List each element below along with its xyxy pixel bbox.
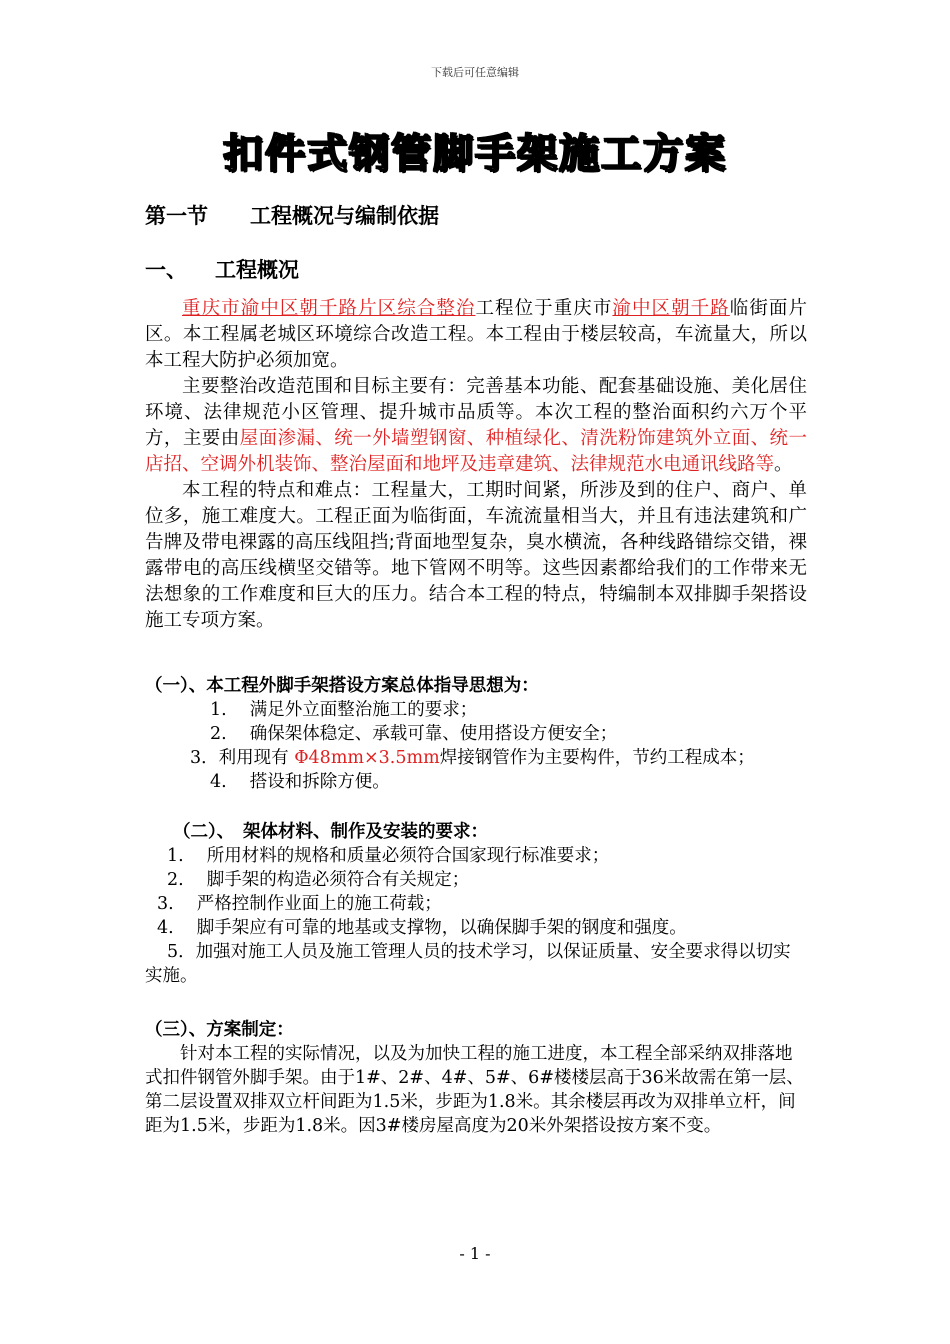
section-heading [145, 200, 439, 230]
part-2 [145, 820, 807, 988]
subsection-title: 工程概况 [215, 258, 299, 282]
item-3-text-b: 焊接钢管作为主要构件，节约工程成本； [439, 748, 755, 768]
part-2-item: 4. 脚手架应有可靠的地基或支撑物，以确保脚手架的钢度和强度。 [157, 918, 687, 938]
part-3-text: 针对本工程的实际情况，以及为加快工程的施工进度，本工程全部采纳双排落地式扣件钢管外脚手架。由于1#、2#、4#、5#、6#楼楼层高于36米故需在第一层、第二层设置双排双立杆间距为1.5米，步距为1.8米。其余楼层再改为双排单立杆，间距为1.5米，步距为1.8米。因3#楼房屋高度为20米外架搭设按方案不变。 [145, 1044, 804, 1136]
paragraph-1-text-b: 临街面片区。本工程属老城区环境综合改造工程。本工程由于楼层较高，车流量大，所以本工程大防护必须加宽。 [145, 298, 807, 371]
paragraph-2-text-b: 。 [774, 454, 793, 475]
part-2-item: 2. 脚手架的构造必须符合有关规定； [167, 870, 470, 890]
location-link[interactable]: 渝中区朝千路 [612, 298, 730, 319]
part-3 [145, 1018, 807, 1138]
part-1-heading: （一）、本工程外脚手架搭设方案总体指导思想为： [145, 676, 539, 696]
section-label: 第一节 [145, 204, 208, 228]
paragraph-1 [145, 296, 807, 374]
paragraph-2-highlight: 屋面渗漏、统一外墙塑钢窗、种植绿化、清洗粉饰建筑外立面、统一店招、空调外机装饰、整治屋面和地坪及违章建筑、法律规范水电通讯线路等 [145, 428, 807, 475]
project-name-link[interactable]: 重庆市渝中区朝千路片区综合整治 [182, 298, 476, 319]
section-title: 工程概况与编制依据 [250, 204, 439, 228]
document-title: 扣件式钢管脚手架施工方案 [223, 131, 727, 177]
part-1 [145, 674, 807, 794]
part-1-item: 4. 搭设和拆除方便。 [210, 772, 390, 792]
page-header: 下载后可任意编辑 [431, 66, 519, 79]
part-2-item: 5．加强对施工人员及施工管理人员的技术学习，以保证质量、安全要求得以切实实施。 [145, 942, 791, 986]
pipe-spec: Φ48mm×3.5mm [294, 748, 440, 768]
subsection-label: 一、 [145, 258, 187, 282]
paragraph-2 [145, 374, 807, 478]
subsection-heading [145, 254, 299, 284]
part-3-heading: （三）、方案制定： [145, 1020, 294, 1040]
part-1-item: 1. 满足外立面整治施工的要求； [210, 700, 478, 720]
part-2-item: 1. 所用材料的规格和质量必须符合国家现行标准要求； [167, 846, 610, 866]
paragraph-2-text-a: 主要整治改造范围和目标主要有：完善基本功能、配套基础设施、美化居住环境、法律规范小区管理、提升城市品质等。本次工程的整治面积约六万个平方，主要由 [145, 376, 807, 449]
paragraph-1-text-a: 工程位于重庆市 [475, 298, 613, 319]
part-1-item-3 [145, 746, 807, 770]
part-2-item: 3. 严格控制作业面上的施工荷载； [157, 894, 442, 914]
part-2-heading: （二）、 架体材料、制作及安装的要求： [173, 822, 488, 842]
paragraph-3: 本工程的特点和难点：工程量大，工期时间紧，所涉及到的住户、商户、单位多，施工难度大。工程正面为临街面，车流流量相当大，并且有违法建筑和广告牌及带电裸露的高压线阻挡;背面地型复杂，臭水横流，各种线路错综交错，裸露带电的高压线横坚交错等。地下管网不明等。这些因素都给我们的工作带来无法想象的工作难度和巨大的压力。结合本工程的特点，特编制本双排脚手架搭设施工专项方案。 [145, 480, 807, 631]
overview-body [145, 296, 807, 634]
part-1-item: 2. 确保架体稳定、承载可靠、使用搭设方便安全； [210, 724, 618, 744]
page-number: - 1 - [459, 1244, 491, 1263]
item-3-text-a: 3．利用现有 [190, 748, 295, 768]
